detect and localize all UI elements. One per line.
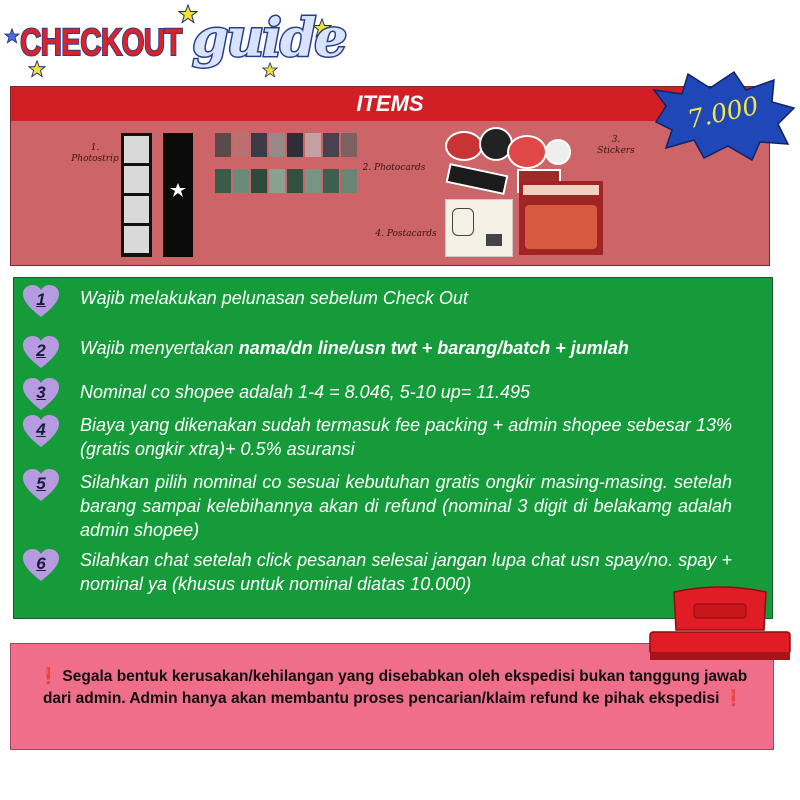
- rule-text-2-bold: nama/dn line/usn twt + barang/batch + jumlah: [238, 338, 629, 358]
- page-title: [10, 6, 346, 84]
- exclamation-icon: ❗: [38, 668, 59, 685]
- rule-number-badge: [22, 284, 60, 318]
- items-heading: ITEMS: [356, 91, 424, 116]
- rule-number: 6: [36, 554, 46, 573]
- stickers-text: Stickers: [597, 146, 635, 156]
- rule-number: 4: [36, 420, 46, 439]
- rule-text-6: Silahkan chat setelah click pesanan selesai jangan lupa chat usn spay/no. spay + nominal ya (khusus untuk nominal diatas 10.000): [80, 550, 732, 594]
- title-checkout: CHECKOUT: [20, 22, 182, 64]
- rule-text-5: Silahkan pilih nominal co sesuai kebutuhan gratis ongkir masing-masing. setelah barang sampai kelebihannya akan di refund (nominal 3 digit di belakamg adalah admin shopee): [80, 472, 732, 540]
- title-guide: guide: [192, 8, 346, 69]
- postcard-image-2: [519, 181, 603, 255]
- rule-number: 5: [36, 474, 46, 493]
- price-text: 7.000: [684, 90, 762, 135]
- rules-panel: [13, 277, 773, 619]
- rule-number: 2: [36, 341, 46, 360]
- rule-text-1: Wajib melakukan pelunasan sebelum Check Out: [80, 288, 468, 308]
- stickers-number: 3.: [611, 135, 621, 145]
- photostrip-label: [65, 143, 125, 165]
- rule-text-4: Biaya yang dikenakan sudah termasuk fee packing + admin shopee sebesar 13% (gratis ongkir xtra)+ 0.5% asuransi: [80, 415, 732, 459]
- exclamation-icon: ❗: [723, 690, 744, 707]
- photostrip-back-image: [163, 133, 193, 257]
- photostrip-text: Photostrip: [71, 154, 119, 164]
- postcard-image-1: [445, 199, 513, 257]
- stickers-label: [591, 135, 641, 157]
- rule-number-badge: [22, 468, 60, 502]
- warning-message: Segala bentuk kerusakan/kehilangan yang disebabkan oleh ekspedisi bukan tanggung jawab dari admin. Admin hanya akan membantu proses pencarian/klaim refund ke pihak ekspedisi: [42, 668, 748, 707]
- photostrip-number: 1.: [90, 143, 100, 153]
- rule-number-badge: [22, 377, 60, 411]
- warning-text: [37, 666, 749, 710]
- photostrip-image: [121, 133, 152, 257]
- photocards-label: 2. Photocards: [362, 163, 426, 173]
- rule-number-badge: [22, 335, 60, 369]
- rule-number-badge: [22, 548, 60, 582]
- star-icon: [4, 28, 20, 44]
- postacards-label: 4. Postacards: [375, 229, 437, 239]
- photocards-image: [215, 133, 357, 195]
- rule-text-2-prefix: Wajib menyertakan: [80, 338, 239, 358]
- star-logo-icon: [169, 183, 187, 197]
- rule-text-3: Nominal co shopee adalah 1-4 = 8.046, 5-10 up= 11.495: [80, 382, 530, 402]
- rule-number-badge: [22, 414, 60, 448]
- rule-number: 1: [36, 290, 46, 309]
- binder-clip-icon: [646, 586, 794, 670]
- rule-number: 3: [36, 383, 46, 402]
- rule-text-2: [80, 336, 732, 360]
